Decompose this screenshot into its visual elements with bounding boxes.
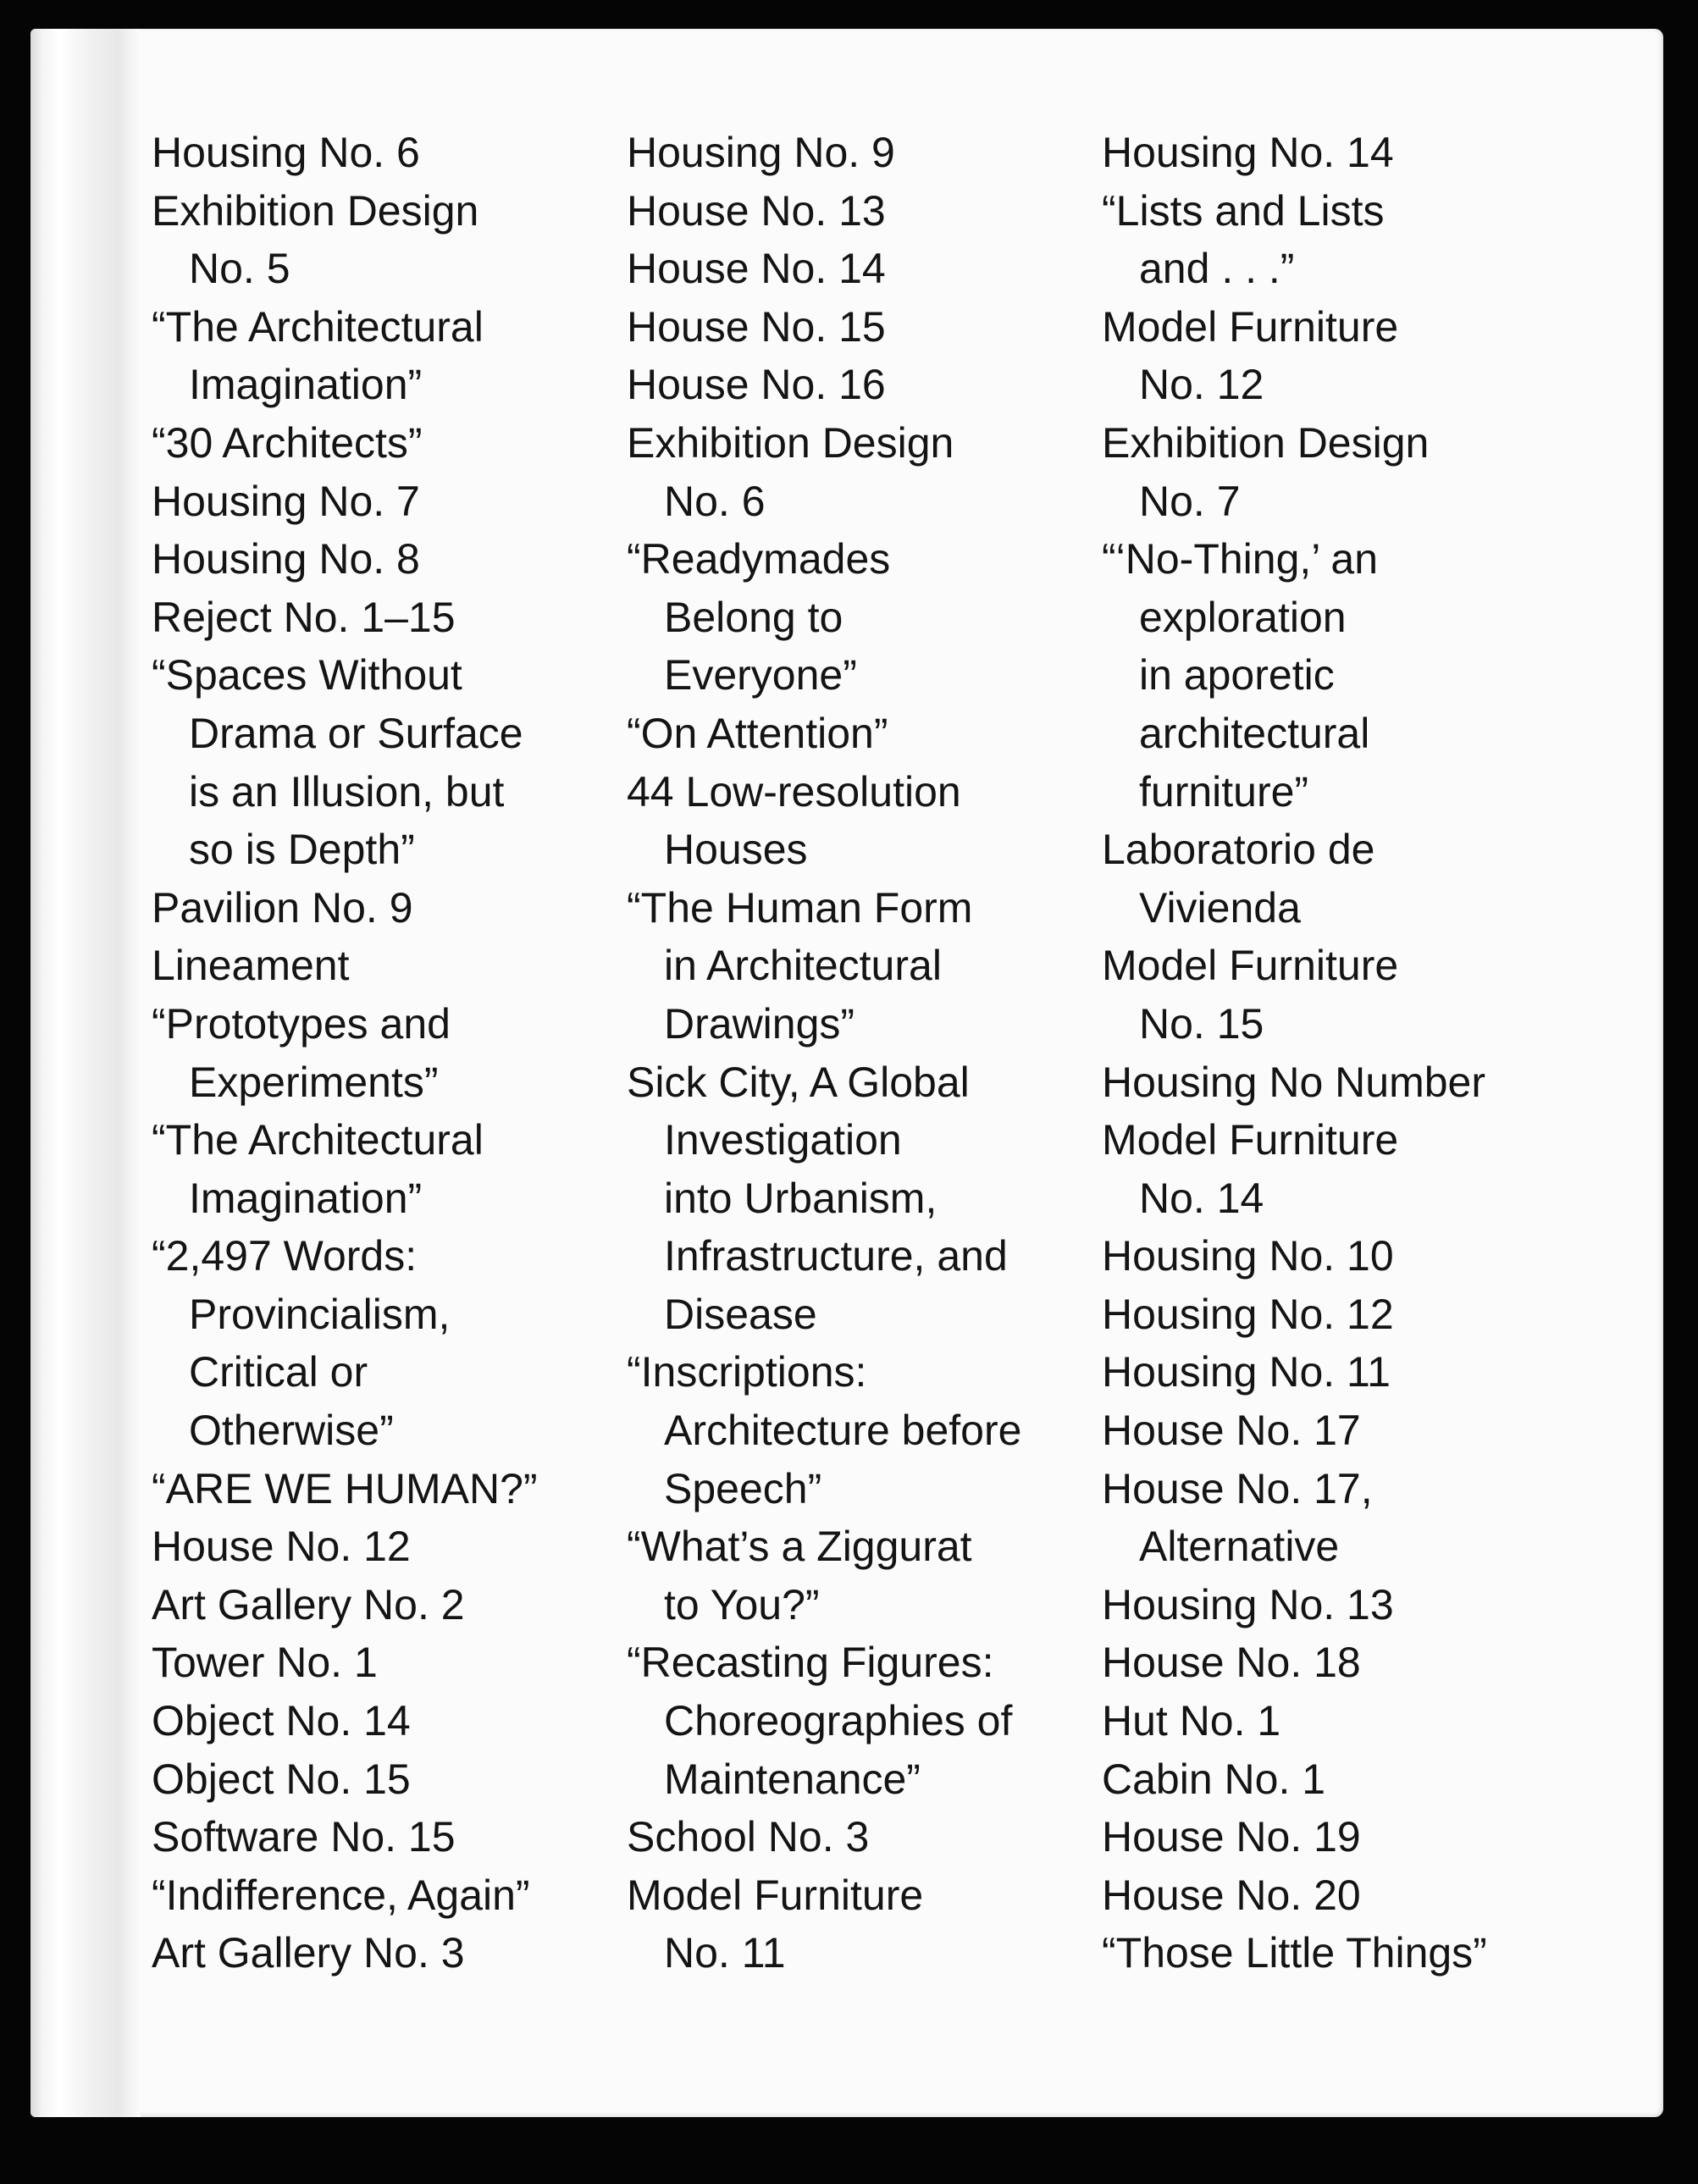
list-item [1102, 1286, 1487, 1344]
list-item [1102, 298, 1487, 414]
list-item-line: Sick City, A Global [627, 1058, 970, 1106]
list-item [627, 182, 1021, 241]
list-item-continuation: No. 7 [1139, 477, 1241, 525]
list-item-continuation: Alternative [1139, 1523, 1340, 1571]
list-item-continuation: Critical or [189, 1348, 368, 1396]
list-item [1102, 1692, 1487, 1750]
list-item-line: “Prototypes and [152, 999, 451, 1048]
list-item [1102, 1402, 1487, 1460]
list-item [152, 995, 538, 1111]
list-item-line: Model Furniture [1102, 1116, 1399, 1164]
list-item-continuation: Otherwise” [189, 1407, 394, 1455]
list-item-line: Cabin No. 1 [1102, 1755, 1326, 1803]
list-item [152, 646, 538, 878]
list-item-line: “Recasting Figures: [627, 1639, 994, 1687]
list-item-line: “Lists and Lists [1102, 186, 1385, 235]
list-item [152, 298, 538, 414]
list-item-line: Lineament [152, 942, 350, 990]
list-item [627, 240, 1021, 298]
list-item-line: Housing No Number [1102, 1058, 1485, 1106]
list-item [627, 763, 1021, 879]
list-item-continuation: architectural [1139, 709, 1370, 757]
list-item-continuation: into Urbanism, [664, 1174, 937, 1222]
list-item-line: “Readymades [627, 535, 891, 583]
list-item-continuation: Everyone” [664, 651, 857, 699]
list-item [152, 1866, 538, 1925]
list-item [1102, 821, 1487, 937]
list-item [152, 1111, 538, 1227]
list-item-line: House No. 13 [627, 186, 886, 235]
list-item-continuation: Maintenance” [664, 1755, 921, 1803]
list-item-line: “Indifference, Again” [152, 1871, 530, 1919]
list-item [627, 124, 1021, 182]
project-list-column-1 [152, 124, 538, 1982]
list-item [152, 182, 538, 298]
list-item [152, 414, 538, 473]
list-item-continuation: Houses [664, 826, 808, 874]
list-item [627, 298, 1021, 357]
list-item-continuation: so is Depth” [189, 826, 415, 874]
list-item [1102, 1111, 1487, 1227]
list-item [1102, 1053, 1487, 1112]
list-item-continuation: exploration [1139, 593, 1347, 641]
list-item-line: House No. 17 [1102, 1407, 1361, 1455]
list-item [1102, 182, 1487, 298]
list-item [1102, 1227, 1487, 1286]
list-item-line: Art Gallery No. 3 [152, 1929, 465, 1977]
list-item [152, 1576, 538, 1634]
list-item-line: “Inscriptions: [627, 1348, 867, 1396]
list-item-continuation: Infrastructure, and [664, 1232, 1008, 1280]
list-item-line: Pavilion No. 9 [152, 883, 413, 932]
list-item [627, 414, 1021, 530]
list-item-continuation: Drawings” [664, 999, 855, 1048]
list-item-continuation: Vivienda [1139, 883, 1301, 932]
list-item [1102, 1866, 1487, 1925]
list-item [152, 879, 538, 937]
list-item-continuation: No. 14 [1139, 1174, 1264, 1222]
list-item-line: “The Architectural [152, 302, 484, 351]
list-item [627, 1866, 1021, 1982]
list-item-line: Exhibition Design [627, 418, 954, 467]
list-item-line: Housing No. 9 [627, 129, 895, 176]
project-list-column-3 [1102, 124, 1487, 1982]
list-item-continuation: Provincialism, [189, 1290, 451, 1338]
list-item-line: Housing No. 8 [152, 535, 420, 583]
list-item [1102, 1460, 1487, 1576]
list-item-line: Housing No. 10 [1102, 1232, 1394, 1280]
list-item-continuation: Architecture before [664, 1407, 1022, 1455]
list-item-continuation: Imagination” [189, 361, 423, 409]
list-item-continuation: Drama or Surface [189, 709, 523, 757]
list-item-line: “ARE WE HUMAN?” [152, 1464, 538, 1512]
list-item-line: Housing No. 12 [1102, 1290, 1394, 1338]
list-item [1102, 1808, 1487, 1866]
list-item-line: School No. 3 [627, 1813, 870, 1861]
list-item-continuation: Experiments” [189, 1058, 439, 1106]
book-spine [30, 29, 141, 2117]
list-item [627, 1053, 1021, 1344]
list-item-line: Exhibition Design [1102, 418, 1430, 467]
list-item-line: “‘No-Thing,’ an [1102, 535, 1379, 583]
list-item [152, 1750, 538, 1809]
list-item-line: House No. 14 [627, 245, 886, 293]
list-item-continuation: No. 11 [664, 1929, 786, 1977]
list-item-line: “2,497 Words: [152, 1232, 418, 1280]
list-item-line: Art Gallery No. 2 [152, 1580, 465, 1628]
list-item [1102, 1634, 1487, 1692]
list-item-continuation: and . . .” [1139, 245, 1295, 293]
list-item-line: Model Furniture [1102, 942, 1399, 990]
list-item-line: “30 Architects” [152, 418, 423, 467]
list-item-line: House No. 17, [1102, 1464, 1373, 1512]
list-item-line: Housing No. 13 [1102, 1580, 1394, 1628]
list-item [627, 1634, 1021, 1808]
list-item-line: House No. 15 [627, 302, 886, 351]
list-item [627, 1343, 1021, 1518]
list-item [1102, 937, 1487, 1053]
list-item-continuation: Investigation [664, 1116, 902, 1164]
list-item [152, 473, 538, 531]
list-item-continuation: Belong to [664, 593, 843, 641]
list-item [1102, 124, 1487, 182]
list-item-line: 44 Low-resolution [627, 767, 961, 816]
list-item-line: Object No. 15 [152, 1755, 411, 1803]
list-item [152, 1808, 538, 1866]
list-item [152, 530, 538, 589]
list-item-line: Housing No. 7 [152, 477, 420, 525]
list-item [627, 705, 1021, 763]
list-item-line: “Spaces Without [152, 651, 462, 699]
list-item-line: “On Attention” [627, 709, 888, 757]
list-item-continuation: Choreographies of [664, 1697, 1013, 1745]
list-item-line: Housing No. 11 [1102, 1348, 1391, 1396]
list-item [152, 1924, 538, 1982]
list-item-continuation: No. 5 [189, 245, 290, 293]
list-item [1102, 414, 1487, 530]
list-item-continuation: to You?” [664, 1580, 820, 1628]
list-item-line: House No. 16 [627, 361, 886, 409]
list-item [627, 356, 1021, 414]
list-item-line: “What’s a Ziggurat [627, 1523, 972, 1571]
list-item-continuation: No. 15 [1139, 999, 1264, 1048]
list-item [152, 1692, 538, 1750]
list-item [152, 589, 538, 647]
list-item-line: Tower No. 1 [152, 1639, 378, 1687]
list-item-continuation: No. 6 [664, 477, 766, 525]
list-item [152, 937, 538, 995]
list-item-line: Reject No. 1–15 [152, 593, 456, 641]
project-list-column-2 [627, 124, 1021, 1982]
list-item-continuation: Disease [664, 1290, 817, 1338]
list-item-line: “Those Little Things” [1102, 1929, 1487, 1977]
list-item-line: Model Furniture [627, 1871, 924, 1919]
list-item-line: Housing No. 14 [1102, 129, 1394, 176]
list-item-continuation: in Architectural [664, 942, 942, 990]
list-item [1102, 530, 1487, 821]
list-item-continuation: furniture” [1139, 767, 1309, 816]
list-item [627, 530, 1021, 705]
list-item-continuation: Speech” [664, 1464, 822, 1512]
list-item-line: Laboratorio de [1102, 826, 1375, 874]
list-item [152, 1460, 538, 1518]
list-item-line: House No. 18 [1102, 1639, 1361, 1687]
list-item-continuation: No. 12 [1139, 361, 1264, 409]
list-item-line: Object No. 14 [152, 1697, 411, 1745]
list-item-line: Software No. 15 [152, 1813, 456, 1861]
list-item [1102, 1576, 1487, 1634]
list-item [627, 1808, 1021, 1866]
list-item-line: House No. 20 [1102, 1871, 1361, 1919]
list-item [1102, 1750, 1487, 1809]
list-item-line: “The Human Form [627, 883, 973, 932]
list-item-line: House No. 12 [152, 1523, 411, 1571]
list-item-line: Hut No. 1 [1102, 1697, 1281, 1745]
list-item-line: Exhibition Design [152, 186, 479, 235]
list-item [1102, 1924, 1487, 1982]
list-item-continuation: in aporetic [1139, 651, 1335, 699]
list-item [152, 1634, 538, 1692]
list-item-line: House No. 19 [1102, 1813, 1361, 1861]
list-item-line: “The Architectural [152, 1116, 484, 1164]
list-item-line: Housing No. 6 [152, 129, 420, 176]
list-item-line: Model Furniture [1102, 302, 1399, 351]
list-item [627, 879, 1021, 1053]
list-item-continuation: is an Illusion, but [189, 767, 505, 816]
list-item [1102, 1343, 1487, 1402]
list-item-continuation: Imagination” [189, 1174, 423, 1222]
list-item [152, 1518, 538, 1576]
list-item [627, 1518, 1021, 1634]
book-cover [30, 29, 1663, 2117]
list-item [152, 1227, 538, 1459]
list-item [152, 124, 538, 182]
